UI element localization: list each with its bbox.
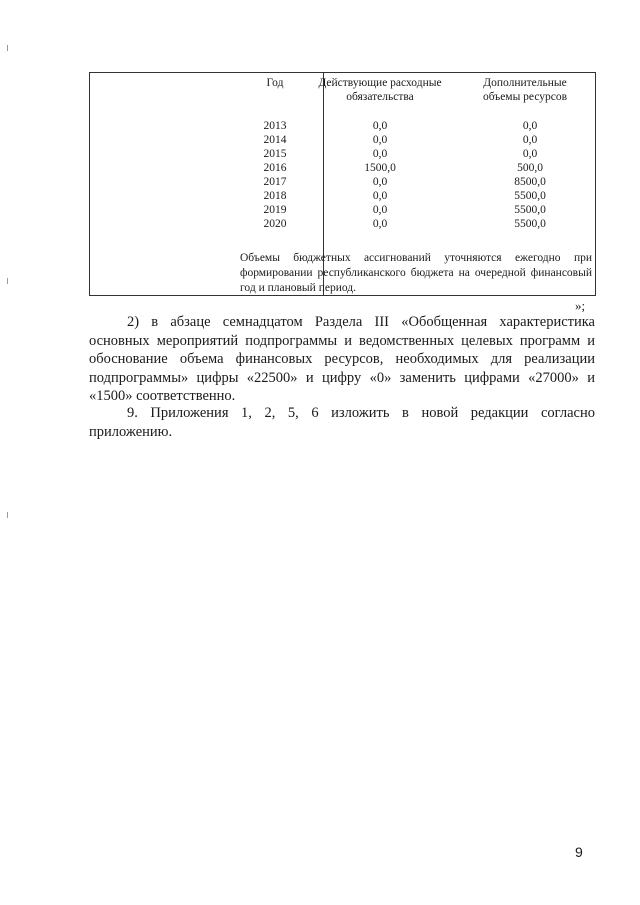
cell-existing: 0,0 xyxy=(372,190,388,202)
cell-existing: 0,0 xyxy=(372,218,388,230)
cell-additional: 5500,0 xyxy=(514,218,546,230)
paragraph-line: приложению. xyxy=(89,423,173,440)
cell-existing: 0,0 xyxy=(372,148,388,160)
header-additional-resources: Дополнительные объемы ресурсов xyxy=(482,77,568,103)
table-note: Объемы бюджетных ассигнований уточняются ежегодно при формировании республиканского бюджета на очередной финансовый год и плановый период. xyxy=(240,252,592,294)
table-row xyxy=(90,217,595,231)
table-row xyxy=(90,119,595,133)
cell-year: 2014 xyxy=(263,134,287,146)
table-row xyxy=(90,175,595,189)
paragraph-line: обоснование объема финансовых ресурсов, необходимых для реализации xyxy=(89,351,595,367)
table-row xyxy=(90,161,595,175)
table-row xyxy=(90,133,595,147)
table-row xyxy=(90,147,595,161)
table-row xyxy=(90,203,595,217)
cell-year: 2018 xyxy=(263,190,287,202)
cell-year: 2016 xyxy=(263,162,287,174)
cell-year: 2017 xyxy=(263,176,287,188)
cell-additional: 5500,0 xyxy=(514,204,546,216)
table-row xyxy=(90,189,595,203)
cell-additional: 5500,0 xyxy=(514,190,546,202)
paragraph-line: «1500» соответственно. xyxy=(89,388,236,404)
cell-additional: 0,0 xyxy=(522,148,538,160)
scan-edge-mark xyxy=(7,45,8,51)
header-existing-obligations: Действующие расходные обязательства xyxy=(318,77,442,103)
header-year: Год xyxy=(266,77,284,89)
cell-additional: 8500,0 xyxy=(514,176,546,188)
scan-edge-mark xyxy=(7,278,8,284)
cell-year: 2015 xyxy=(263,148,287,160)
cell-existing: 0,0 xyxy=(372,176,388,188)
cell-year: 2019 xyxy=(263,204,287,216)
cell-year: 2013 xyxy=(263,120,287,132)
paragraph-line: 2) в абзаце семнадцатом Раздела III «Обобщенная характеристика xyxy=(127,314,595,330)
cell-existing: 1500,0 xyxy=(364,162,396,174)
paragraph-line: основных мероприятий подпрограммы и ведомственных целевых программ и xyxy=(89,332,595,349)
cell-existing: 0,0 xyxy=(372,134,388,146)
cell-additional: 0,0 xyxy=(522,134,538,146)
scan-edge-mark xyxy=(7,512,8,518)
closing-quote: »; xyxy=(575,298,586,313)
paragraph-item-2 xyxy=(89,313,595,406)
cell-existing: 0,0 xyxy=(372,120,388,132)
cell-additional: 0,0 xyxy=(522,120,538,132)
cell-existing: 0,0 xyxy=(372,204,388,216)
cell-additional: 500,0 xyxy=(517,162,543,174)
paragraph-line: 9. Приложения 1, 2, 5, 6 изложить в новой редакции согласно xyxy=(127,405,595,421)
paragraph-line: подпрограммы» цифры «22500» и цифру «0» заменить цифрами «27000» и xyxy=(89,369,595,386)
paragraph-item-9 xyxy=(89,404,595,441)
page-number: 9 xyxy=(575,844,583,860)
funding-table xyxy=(89,72,596,296)
cell-year: 2020 xyxy=(263,218,287,230)
